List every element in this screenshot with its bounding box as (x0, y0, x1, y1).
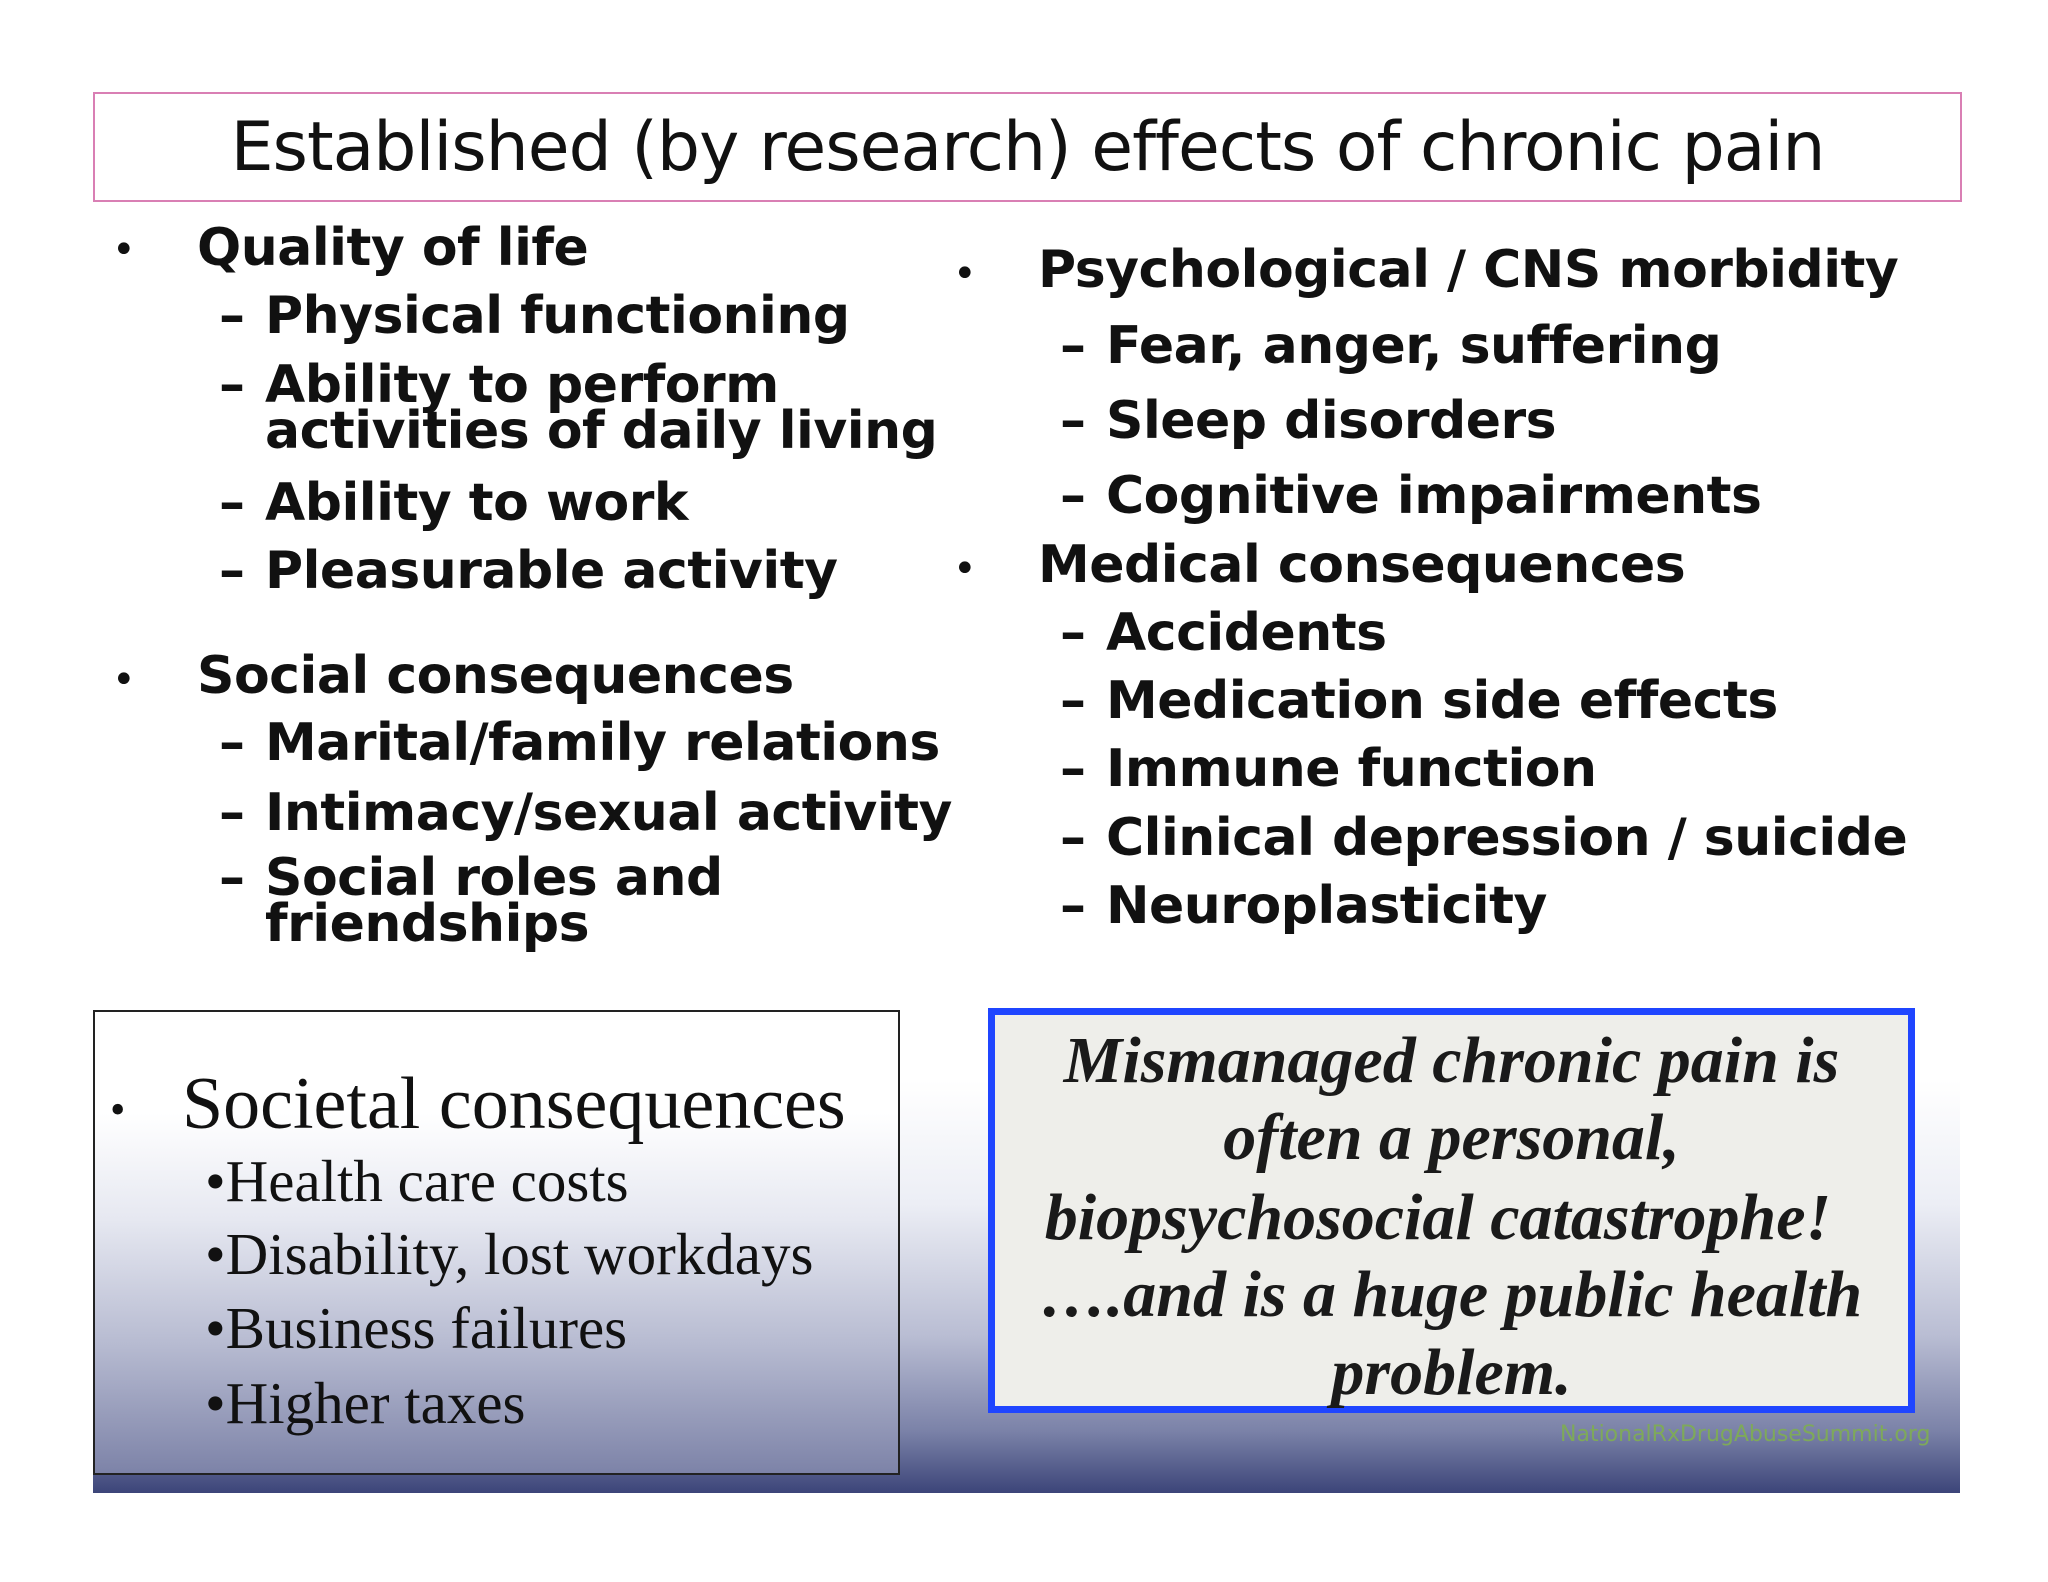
bullet-dot: • (953, 546, 977, 592)
quote-line: biopsychosocial catastrophe! (1044, 1181, 1832, 1254)
bullet-dot: • (110, 1085, 126, 1134)
quality-item: – Pleasurable activity (219, 541, 838, 601)
quality-item: – Ability to perform activities of daily living (219, 355, 938, 461)
quote-line: Mismanaged chronic pain is (1063, 1024, 1840, 1097)
medical-item: – Accidents (1060, 603, 1387, 663)
societal-item: •Health care costs (205, 1148, 629, 1214)
medical-item: – Neuroplasticity (1060, 876, 1547, 936)
quote-line: ….and is a huge public health (1040, 1258, 1863, 1331)
medical-heading: Medical consequences (1038, 535, 1686, 595)
social-item: – Intimacy/sexual activity (219, 783, 952, 843)
psych-item: – Sleep disorders (1060, 391, 1557, 451)
societal-heading: Societal consequences (182, 1063, 846, 1145)
societal-item: •Disability, lost workdays (205, 1221, 814, 1287)
quote-line: often a personal, (1223, 1101, 1680, 1174)
title-box (93, 92, 1962, 202)
medical-item: – Immune function (1060, 739, 1597, 799)
medical-item: – Clinical depression / suicide (1060, 808, 1908, 868)
quality-item: – Ability to work (219, 473, 688, 533)
social-heading: Social consequences (197, 646, 794, 706)
societal-item: •Business failures (205, 1295, 628, 1361)
medical-item: – Medication side effects (1060, 671, 1778, 731)
psych-heading: Psychological / CNS morbidity (1038, 240, 1899, 300)
bullet-dot: • (112, 657, 136, 703)
quote-line: problem. (1331, 1336, 1572, 1409)
slide-title: Established (by research) effects of chronic pain (230, 107, 1825, 187)
societal-item: •Higher taxes (205, 1370, 526, 1436)
psych-item: – Cognitive impairments (1060, 466, 1762, 526)
quality-item: – Physical functioning (219, 286, 850, 346)
social-item: – Social roles and friendships (219, 848, 723, 954)
bullet-dot: • (953, 251, 977, 297)
quality-heading: Quality of life (197, 218, 589, 278)
bullet-dot: • (112, 227, 136, 273)
social-item: – Marital/family relations (219, 713, 940, 773)
footer-url[interactable]: NationalRxDrugAbuseSummit.org (1560, 1422, 1931, 1447)
psych-item: – Fear, anger, suffering (1060, 316, 1722, 376)
